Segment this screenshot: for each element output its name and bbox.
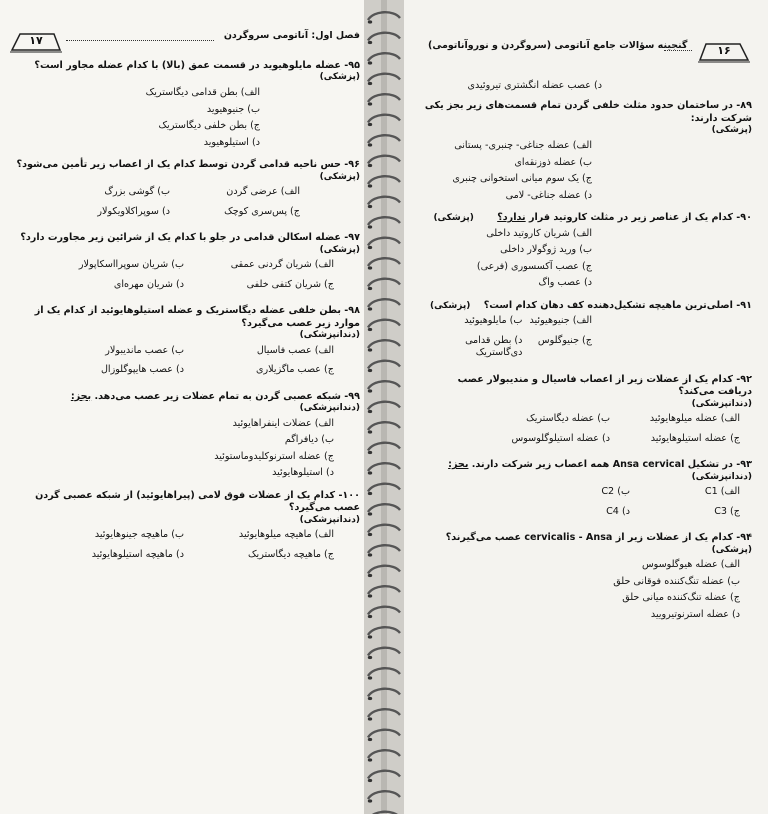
punch-hole <box>368 615 372 618</box>
punch-hole <box>368 676 372 679</box>
question-text: ۱۰۰- کدام یک از عضلات فوق لامی (پیراهایوئید) از شبکه عصبی گردن عصب می‌گیرد؟ <box>35 489 360 514</box>
punch-hole <box>368 102 372 105</box>
question-91 <box>422 300 752 364</box>
option-a: الف) عصب فاسیال <box>256 344 334 356</box>
question-text: ۹۸- بطن خلفی عضله دیگاستریک و عضله استیلوهایوئید از کدام یک از موارد زیر عصب می‌گیرد؟ <box>34 305 360 329</box>
options-row <box>422 335 592 364</box>
punch-hole <box>368 738 372 741</box>
punch-hole <box>368 41 372 44</box>
option-c: ج) عضله استرنوکلیدوماستوئید <box>214 450 334 462</box>
right-questions <box>422 80 752 631</box>
page-number-tab <box>698 40 750 64</box>
options-row <box>12 206 300 222</box>
punch-hole <box>368 779 372 782</box>
option-d: د) C4 <box>606 505 630 517</box>
options-row <box>12 345 334 361</box>
punch-hole <box>368 61 372 64</box>
question-tag: (پزشکی) <box>711 125 752 136</box>
option-b: ب) ماهیچه جینوهایوئید <box>94 529 184 541</box>
options-list <box>422 228 592 290</box>
question-tag: (پزشکی) <box>319 171 360 182</box>
punch-hole <box>368 348 372 351</box>
options-row <box>422 433 740 449</box>
option-c: ج) عصب آکسسوری (فرعی) <box>476 260 592 272</box>
option-b: ب) عضله ذوزنقه‌ای <box>514 156 592 168</box>
option-a: الف) عضله جناغی- چنبری- پستانی <box>454 140 592 152</box>
punch-hole <box>368 20 372 23</box>
option-b: ب) گوشی بزرگ <box>104 186 170 198</box>
options-list <box>422 140 592 202</box>
option-a: الف) بطن قدامی دیگاستریک <box>145 87 260 99</box>
carry-over-option <box>422 80 602 92</box>
option-a: الف) عضله میلوهایوئید <box>649 413 740 425</box>
option-d: د) عصب واگ <box>538 277 592 289</box>
option-c: ج) شریان کتفی خلفی <box>246 278 334 290</box>
options-row <box>422 486 740 502</box>
option-d: د) عضله استرنوتیرویید <box>650 608 740 620</box>
punch-hole <box>368 246 372 249</box>
punch-hole <box>368 758 372 761</box>
question-96 <box>12 159 360 222</box>
punch-hole <box>368 143 372 146</box>
header-dotted-rule <box>664 42 692 51</box>
punch-hole <box>368 512 372 515</box>
option-d: د) ماهیچه استیلوهایوئید <box>91 548 184 560</box>
punch-hole <box>368 184 372 187</box>
options-row <box>422 315 592 331</box>
option-b: ب) C2 <box>601 486 630 498</box>
exception-keyword: بجز: <box>70 390 92 402</box>
options-list <box>12 87 260 149</box>
option-a: الف) عرضی گردن <box>226 186 300 198</box>
option-d: د) عضله جناغی- لامی <box>505 189 592 201</box>
question-97 <box>12 232 360 295</box>
options-row <box>12 364 334 380</box>
punch-hole <box>368 328 372 331</box>
question-93 <box>422 459 752 522</box>
question-tag: (دندانپزشکی) <box>299 514 360 525</box>
question-text: ۹۶- حس ناحیه قدامی گردن توسط کدام یک از اعصاب زیر تأمین می‌شود؟ <box>16 159 360 171</box>
right-page <box>398 0 768 814</box>
option-c: ج) پس‌سری کوچک <box>224 205 300 217</box>
punch-hole <box>368 799 372 802</box>
question-text: ۹۴- کدام یک از عضلات زیر از cervicalis - Ansa عصب می‌گیرند؟ <box>445 532 752 544</box>
left-page-header <box>0 30 372 54</box>
question-tag: (پزشکی) <box>433 212 474 223</box>
punch-hole <box>368 594 372 597</box>
options-row <box>422 506 740 522</box>
punch-hole <box>368 164 372 167</box>
options-row <box>12 259 334 275</box>
punch-hole <box>368 635 372 638</box>
question-text: ۹۹- شبکه عصبی گردن به تمام عضلات زیر عصب می‌دهد. بجز: <box>70 390 360 402</box>
question-text: ۹۲- کدام یک از عضلات زیر از اعصاب فاسیال و مندیبولار عصب دریافت می‌کند؟ <box>457 373 752 398</box>
punch-hole <box>368 533 372 536</box>
question-tag: (دندانپزشکی) <box>299 330 360 341</box>
punch-hole <box>368 492 372 495</box>
question-text: ۹۰- کدام یک از عناصر زیر در مثلث کاروتید قرار ندارد؟ (پزشکی) <box>433 211 752 223</box>
option-a: الف) شریان کاروتید داخلی <box>486 227 592 239</box>
book-title: گنجینه سؤالات جامع آناتومی (سروگردن و نوروآناتومی) <box>428 40 688 51</box>
punch-hole <box>368 656 372 659</box>
header-dotted-rule <box>66 32 214 41</box>
chapter-title: فصل اول: آناتومی سروگردن <box>223 30 360 41</box>
question-90 <box>422 212 752 290</box>
question-99 <box>12 391 360 480</box>
question-tag: (پزشکی) <box>319 72 360 83</box>
option-c: ج) عضله تنگ‌کننده میانی حلق <box>622 592 740 604</box>
option-a: الف) عضله هیوگلوسوس <box>641 559 740 571</box>
punch-hole <box>368 553 372 556</box>
page-number: ۱۷ <box>29 34 43 47</box>
page-number-tab <box>10 30 62 54</box>
options-row <box>422 413 740 429</box>
question-tag: (پزشکی) <box>711 544 752 555</box>
question-text: ۹۳- در تشکیل Ansa cervical همه اعصاب زیر شرکت دارند. بجز: <box>448 459 752 471</box>
option-c: ج) عصب ماگزیلاری <box>256 364 334 376</box>
question-text: ۸۹- در ساختمان حدود مثلث خلفی گردن تمام قسمت‌های زیر بجز یکی شرکت دارند: <box>424 100 752 124</box>
option-a: الف) شریان گردنی عمقی <box>230 259 334 271</box>
punch-hole <box>368 574 372 577</box>
punch-hole <box>368 266 372 269</box>
punch-hole <box>368 225 372 228</box>
exception-keyword: بجز: <box>448 459 469 471</box>
options-list <box>12 418 334 480</box>
option-b: ب) جنیوهیوید <box>206 103 260 115</box>
question-text: ۹۷- عضله اسکالن قدامی در جلو با کدام یک از شرائین زیر مجاورت دارد؟ <box>20 232 360 244</box>
question-tag: (دندانپزشکی) <box>299 403 360 414</box>
options-list <box>422 559 740 621</box>
punch-hole <box>368 82 372 85</box>
left-page <box>0 0 372 814</box>
question-94 <box>422 532 752 621</box>
negation-keyword: ندارد؟ <box>497 211 526 223</box>
punch-hole <box>368 410 372 413</box>
options-row <box>12 529 334 545</box>
option-c: ج) یک سوم میانی استخوانی چنبری <box>452 173 592 185</box>
question-text: ۹۱- اصلی‌ترین ماهیچه تشکیل‌دهنده کف دهان کدام است؟ (پزشکی) <box>429 299 752 311</box>
option-d: د) استیلوهیوید <box>203 136 260 148</box>
punch-hole <box>368 369 372 372</box>
question-89 <box>422 100 752 202</box>
option-c: ج) جنیوگلوس <box>537 334 592 346</box>
punch-hole <box>368 287 372 290</box>
option-d: د) بطن قدامی دی‌گاستریک <box>465 334 523 359</box>
option-d: د) عضله استیلوگلوسوس <box>511 432 610 444</box>
option-c: ج) بطن خلفی دیگاستریک <box>158 120 260 132</box>
option-c: ج) عضله استیلوهایوئید <box>650 432 740 444</box>
option-b: ب) ورید ژوگولار داخلی <box>500 244 592 256</box>
option-a: الف) عضلات اینفراهایوئید <box>232 417 334 429</box>
question-98 <box>12 305 360 381</box>
punch-hole <box>368 205 372 208</box>
question-tag: (دندانپزشکی) <box>691 471 752 482</box>
left-questions <box>12 60 360 575</box>
punch-hole <box>368 123 372 126</box>
option-d: د) عصب عضله انگشتری تیروئیدی <box>467 80 602 91</box>
spiral-binding <box>364 0 404 814</box>
option-b: ب) عضله دیگاستریک <box>526 413 610 425</box>
punch-hole <box>368 430 372 433</box>
option-c: ج) C3 <box>714 505 740 517</box>
question-100 <box>12 490 360 566</box>
option-b: ب) عصب ماندیبولار <box>105 344 184 356</box>
question-95 <box>12 60 360 149</box>
option-d: د) سوپراکلاویکولار <box>97 205 170 217</box>
option-b: ب) مایلوهیوئید <box>464 315 523 327</box>
punch-hole <box>368 697 372 700</box>
punch-hole <box>368 389 372 392</box>
punch-hole <box>368 307 372 310</box>
option-a: الف) ماهیچه میلوهایوئید <box>238 529 334 541</box>
options-row <box>12 549 334 565</box>
option-d: د) شریان مهره‌ای <box>113 278 184 290</box>
question-tag: (پزشکی) <box>319 244 360 255</box>
option-b: ب) شریان سوپرااسکاپولار <box>78 259 184 271</box>
option-d: د) عصب هایپوگلوزال <box>100 364 184 376</box>
punch-hole <box>368 717 372 720</box>
option-a: الف) C1 <box>704 486 740 498</box>
question-92 <box>422 374 752 450</box>
options-row <box>12 279 334 295</box>
punch-hole <box>368 471 372 474</box>
right-page-header <box>398 30 768 57</box>
page-number: ۱۶ <box>717 44 731 57</box>
option-c: ج) ماهیچه دیگاستریک <box>247 548 334 560</box>
question-tag: (دندانپزشکی) <box>691 398 752 409</box>
options-row <box>12 186 300 202</box>
option-a: الف) جنیوهیوئید <box>529 315 592 327</box>
question-text: ۹۵- عضله مایلوهیوید در قسمت عمق (بالا) با کدام عضله مجاور است؟ <box>34 60 360 71</box>
option-b: ب) دیافراگم <box>284 434 334 446</box>
question-tag: (پزشکی) <box>429 300 471 311</box>
option-d: د) استیلوهایوئید <box>272 467 334 479</box>
option-b: ب) عضله تنگ‌کننده فوقانی حلق <box>613 575 740 587</box>
punch-hole <box>368 451 372 454</box>
